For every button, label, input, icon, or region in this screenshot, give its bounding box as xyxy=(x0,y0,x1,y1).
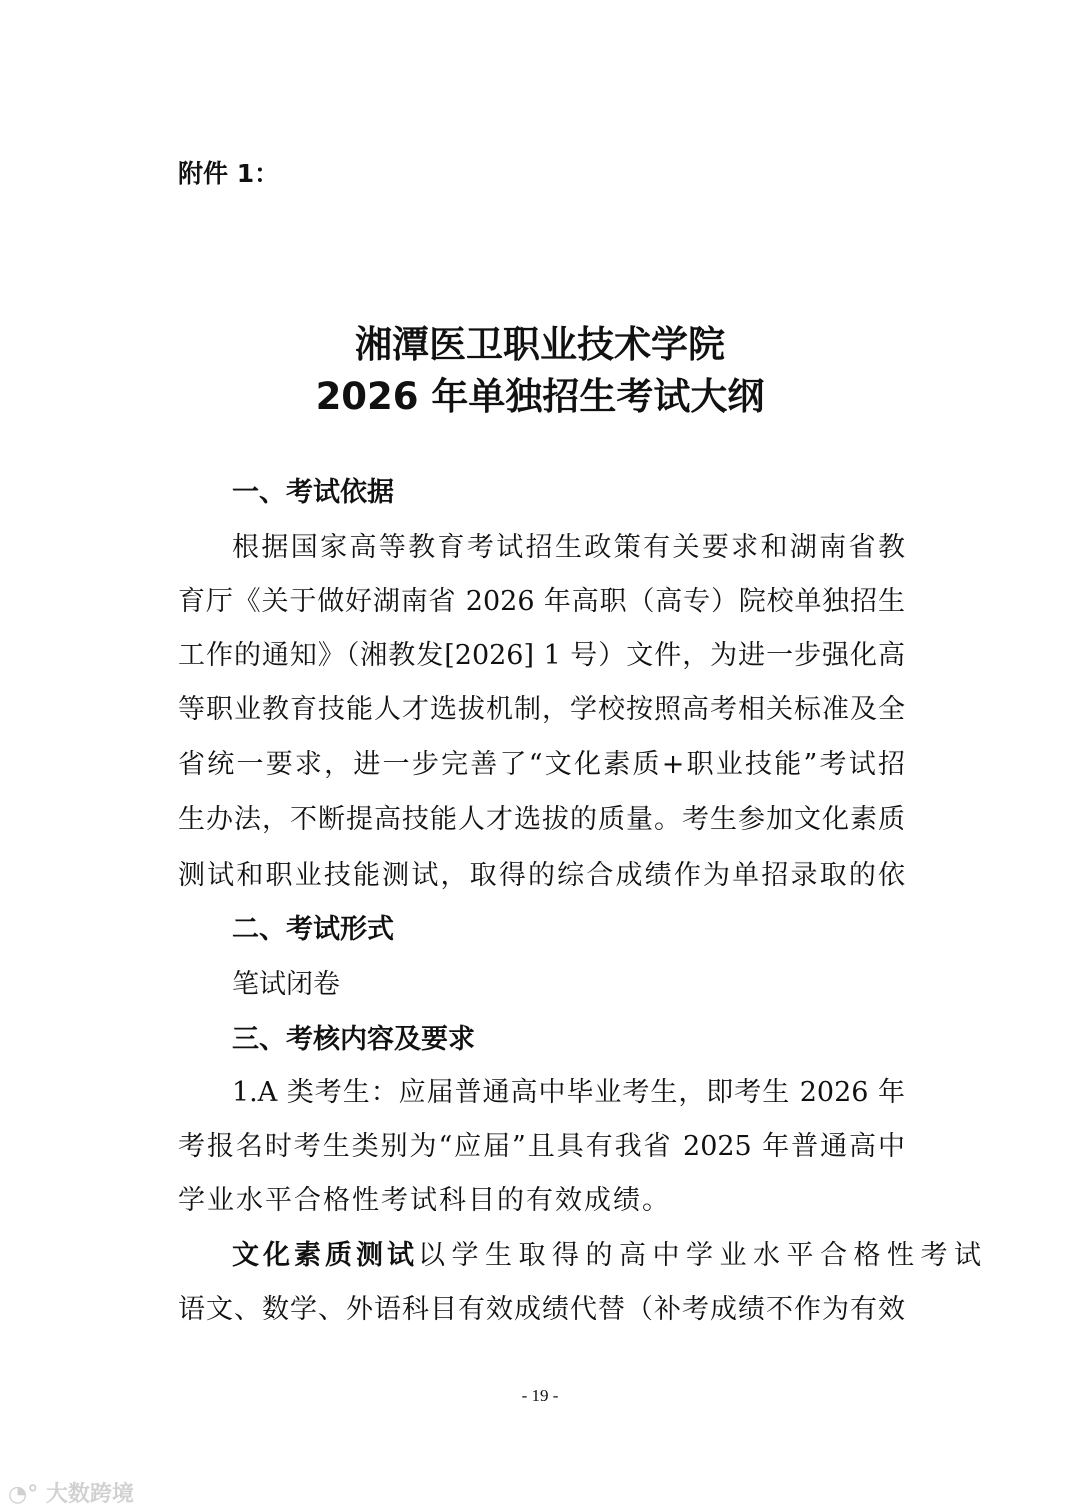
page-number: - 19 - xyxy=(521,1386,559,1405)
watermark-text: 大数跨境 xyxy=(45,1482,134,1507)
paragraph-line: 学业水平合格性考试科目的有效成绩。 xyxy=(178,1185,671,1216)
paragraph-line: 等职业教育技能人才选拔机制，学校按照高考相关标准及全 xyxy=(178,694,905,725)
exam-format-text: 笔试闭卷 xyxy=(232,969,340,1000)
section-heading-1: 一、考试依据 xyxy=(232,477,394,508)
paragraph-line: 1.A 类考生：应届普通高中毕业考生，即考生 2026 年 xyxy=(232,1077,905,1108)
paragraph-line: 工作的通知》（湘教发[2026] 1 号）文件，为进一步强化高 xyxy=(178,640,905,671)
title-line-2: 2026 年单独招生考试大纲 xyxy=(315,375,765,418)
paragraph-text: 以学生取得的高中学业水平合格性考试 xyxy=(418,1240,988,1271)
paragraph-line: 测试和职业技能测试，取得的综合成绩作为单招录取的依 xyxy=(178,860,905,891)
paragraph-line: 育厅《关于做好湖南省 2026 年高职（高专）院校单独招生 xyxy=(178,586,905,617)
attachment-label: 附件 1： xyxy=(178,159,280,188)
watermark-logo xyxy=(8,1477,134,1508)
paragraph-line: 生办法，不断提高技能人才选拔的质量。考生参加文化素质 xyxy=(178,804,905,835)
section-heading-3: 三、考核内容及要求 xyxy=(232,1024,475,1055)
paragraph-line xyxy=(232,1236,988,1276)
section-heading-2: 二、考试形式 xyxy=(232,914,394,945)
paragraph-line: 根据国家高等教育考试招生政策有关要求和湖南省教 xyxy=(232,532,905,563)
watermark-icon: ◔° xyxy=(8,1482,39,1507)
bold-term: 文化素质测试 xyxy=(232,1240,418,1271)
paragraph-line: 省统一要求，进一步完善了“文化素质+职业技能”考试招 xyxy=(178,749,905,780)
paragraph-line: 考报名时考生类别为“应届”且具有我省 2025 年普通高中 xyxy=(178,1131,905,1162)
title-line-1: 湘潭医卫职业技术学院 xyxy=(355,323,725,366)
paragraph-line: 语文、数学、外语科目有效成绩代替（补考成绩不作为有效 xyxy=(178,1294,905,1325)
